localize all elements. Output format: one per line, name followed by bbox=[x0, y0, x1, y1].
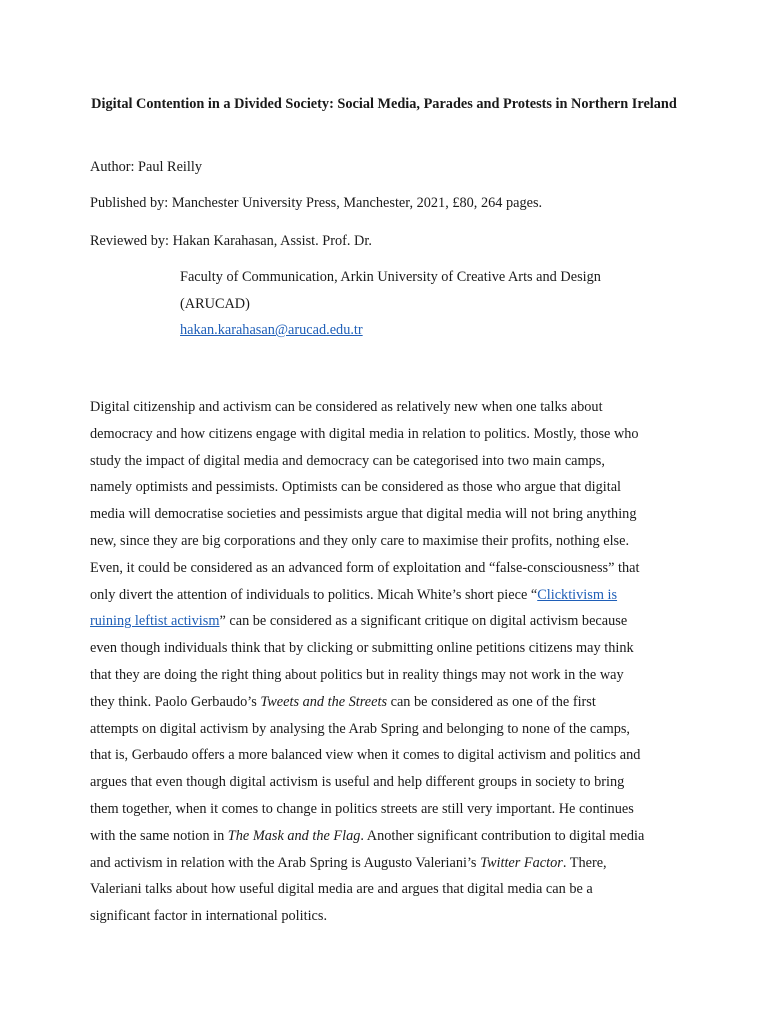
body-line: significant factor in international politics. bbox=[90, 908, 328, 925]
body-line: argues that even though digital activism is useful and help different groups in society to bring bbox=[90, 774, 625, 791]
body-text-segment: they think. Paolo Gerbaudo’s bbox=[90, 693, 261, 710]
body-line bbox=[90, 823, 682, 850]
body-text-segment: with the same notion in bbox=[90, 827, 228, 844]
body-text-segment: . There, bbox=[562, 854, 607, 871]
book-title-tweets-and-the-streets: Tweets and the Streets bbox=[260, 693, 388, 710]
book-title-mask-and-flag: The Mask and the Flag bbox=[227, 827, 361, 844]
body-line: that they are doing the right thing about politics but in reality things may not work in the way bbox=[90, 666, 624, 683]
body-line: study the impact of digital media and democracy can be categorised into two main camps, bbox=[90, 452, 605, 469]
book-title-twitter-factor: Twitter Factor bbox=[480, 854, 563, 871]
body-line bbox=[90, 689, 682, 716]
publisher-line: Published by: Manchester University Press, Manchester, 2021, £80, 264 pages. bbox=[90, 195, 543, 211]
body-line bbox=[90, 608, 682, 635]
body-line: new, since they are big corporations and they only care to maximise their profits, nothing else. bbox=[90, 532, 630, 549]
body-line bbox=[90, 582, 682, 609]
review-title: Digital Contention in a Divided Society: Social Media, Parades and Protests in Northern Ireland bbox=[91, 96, 677, 112]
body-line: media will democratise societies and pessimists argue that digital media will not bring anything bbox=[90, 506, 637, 523]
body-line: Digital citizenship and activism can be considered as relatively new when one talks about bbox=[90, 399, 603, 415]
body-line: Valeriani talks about how useful digital media are and argues that digital media can be a bbox=[90, 881, 593, 898]
body-text-segment: only divert the attention of individuals to politics. Micah White’s short piece “ bbox=[90, 586, 538, 603]
affiliation-block bbox=[180, 264, 680, 344]
body-line: even though individuals think that by clicking or submitting online petitions citizens may think bbox=[90, 640, 634, 657]
reviewer-line: Reviewed by: Hakan Karahasan, Assist. Prof. Dr. bbox=[90, 233, 372, 249]
body-line: attempts on digital activism by analysing the Arab Spring and belonging to none of the camps, bbox=[90, 720, 631, 737]
body-line: Even, it could be considered as an advanced form of exploitation and “false-consciousness” that bbox=[90, 559, 640, 576]
body-line bbox=[90, 850, 682, 877]
affiliation-line-2: (ARUCAD) bbox=[180, 295, 250, 312]
email-link[interactable]: hakan.karahasan@arucad.edu.tr bbox=[180, 322, 363, 338]
review-body-paragraph bbox=[90, 394, 682, 930]
body-text-segment: and activism in relation with the Arab Spring is Augusto Valeriani’s bbox=[90, 854, 481, 871]
clicktivism-link-continued[interactable]: ruining leftist activism bbox=[90, 613, 220, 630]
body-text-segment: can be considered as one of the first bbox=[387, 693, 596, 710]
body-line: that is, Gerbaudo offers a more balanced view when it comes to digital activism and politics and bbox=[90, 747, 641, 764]
body-text-segment: ” can be considered as a significant critique on digital activism because bbox=[219, 613, 628, 630]
body-line: democracy and how citizens engage with digital media in relation to politics. Mostly, those who bbox=[90, 425, 639, 442]
body-line: namely optimists and pessimists. Optimists can be considered as those who argue that digital bbox=[90, 479, 622, 496]
clicktivism-link[interactable]: Clicktivism is bbox=[537, 586, 618, 603]
body-text-segment: . Another significant contribution to digital media bbox=[360, 827, 645, 844]
author-line: Author: Paul Reilly bbox=[90, 159, 202, 175]
affiliation-line-1: Faculty of Communication, Arkin University of Creative Arts and Design bbox=[180, 269, 601, 285]
body-line: them together, when it comes to change in politics streets are still very important. He continues bbox=[90, 800, 634, 817]
